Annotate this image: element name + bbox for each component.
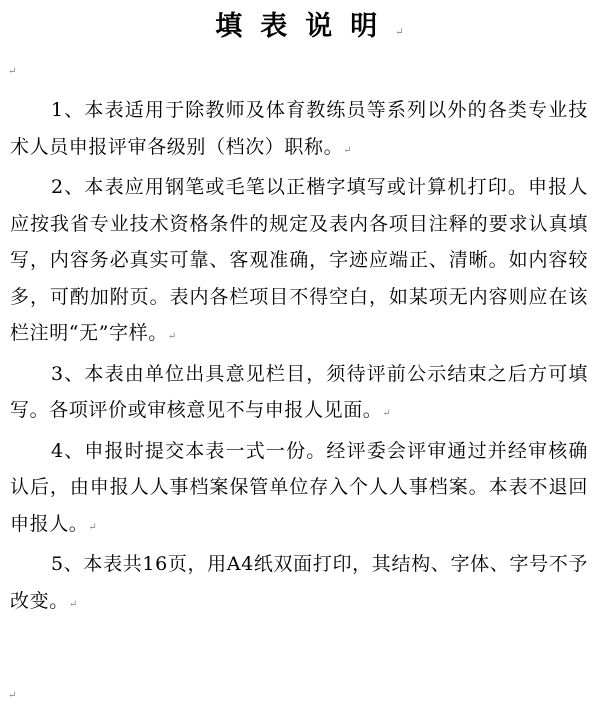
paragraph-mark-icon: ↵ [167, 331, 177, 342]
paragraph-mark-icon: ↵ [8, 690, 17, 701]
instruction-text: 5、本表共16页，用A4纸双面打印，其结构、字体、字号不予改变。 [10, 553, 588, 612]
instructions-body [10, 92, 588, 623]
paragraph-mark-icon: ↵ [68, 598, 78, 610]
title-text: 填表说明 [215, 11, 396, 42]
empty-paragraph [8, 686, 16, 703]
paragraph-mark-icon: ↵ [88, 521, 97, 533]
instruction-text: 4、申报时提交本表一式一份。经评委会评审通过并经审核确认后，由申报人人事档案保管单位存入个人人事档案。本表不退回申报人。 [10, 439, 588, 535]
instruction-paragraph-2 [10, 169, 588, 356]
instruction-paragraph-3 [10, 356, 588, 433]
instruction-paragraph-4 [10, 433, 588, 547]
empty-paragraph [8, 62, 16, 79]
instruction-paragraph-5 [10, 546, 588, 623]
instruction-text: 2、本表应用钢笔或毛笔以正楷字填写或计算机打印。申报人应按我省专业技术资格条件的规定及表内各项目注释的要求认真填写，内容务必真实可靠、客观准确，字迹应端正、清晰。如内容较多，可酌加附页。表内各栏项目不得空白，如某项无内容则应在该栏注明“无”字样。 [10, 176, 588, 344]
instruction-text: 1、本表适用于除教师及体育教练员等系列以外的各类专业技术人员申报评审各级别（档次）职称。 [10, 99, 588, 158]
instruction-text: 3、本表由单位出具意见栏目，须待评前公示结束之后方可填写。各项评价或审核意见不与申报人见面。 [10, 362, 588, 421]
paragraph-mark-icon: ↵ [395, 27, 404, 38]
instruction-paragraph-1 [10, 92, 588, 169]
paragraph-mark-icon: ↵ [382, 408, 391, 419]
paragraph-mark-icon: ↵ [8, 66, 17, 77]
paragraph-mark-icon: ↵ [343, 144, 352, 156]
document-title [0, 10, 601, 50]
